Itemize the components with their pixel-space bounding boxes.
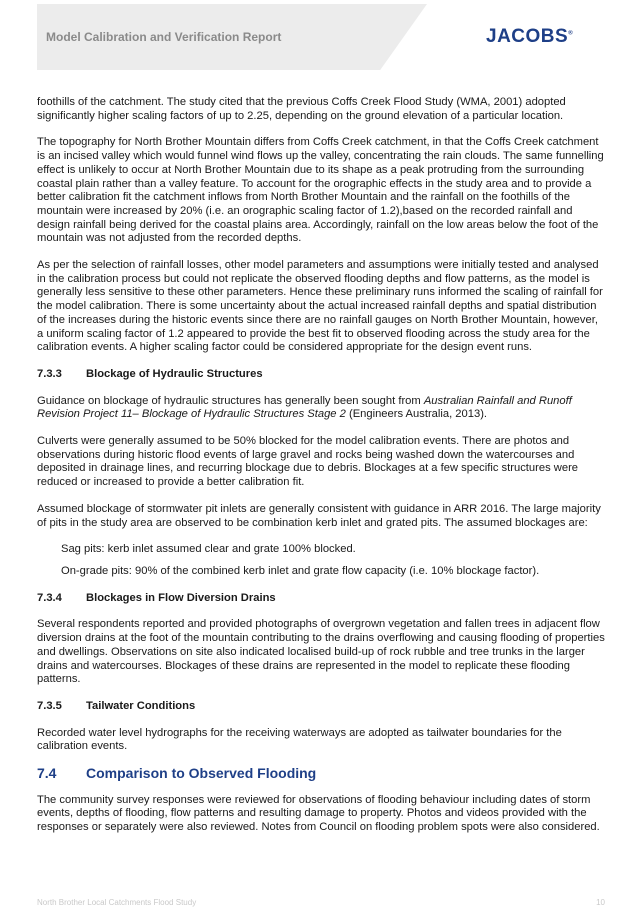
section-title: Blockages in Flow Diversion Drains (86, 591, 276, 604)
reference-title: Australian Rainfall and Runoff Revision Project 11– Blockage of Hydraulic Structures Stage 2 (37, 394, 572, 421)
paragraph: Assumed blockage of stormwater pit inlets are generally consistent with guidance in ARR 2016. The large majority of pits in the study area are observed to be combination kerb inlet and grated pits. The assumed blockages are: (37, 502, 601, 529)
jacobs-logo (486, 26, 573, 48)
section-number: 7.4 (37, 765, 57, 782)
footer-document-name: North Brother Local Catchments Flood Study (37, 898, 197, 907)
section-heading-7-3-3 (37, 368, 605, 382)
paragraph: Culverts were generally assumed to be 50% blocked for the model calibration events. There are photos and observations during historic flood events of large gravel and rocks being washed down the watercourses and deposited in drainage lines, and recurring blockage due to debris. Blockages at a few specific structures were reduced or increased to provide a better calibration fit. (37, 435, 579, 489)
paragraph: Several respondents reported and provided photographs of overgrown vegetation and fallen trees in adjacent flow diversion drains at the foot of the mountain contributing to the drains overflowing and causing flooding of properties and dwellings. Observations on site also indicated localised build-up of rock rubble and tree trunks in the larger drains and watercourses. Blockages of these drains are represented in the model to replicate these flooding patterns. (37, 618, 605, 686)
logo-text: JACOBS (486, 26, 569, 47)
paragraph: As per the selection of rainfall losses, other model parameters and assumptions were initially tested and analysed in the calibration process but could not replicate the observed flooding depths and flow patterns, as the model is generally less sensitive to these other parameters. Hence these preliminary runs informed the scaling of rainfall for the model calibration. There is some uncertainty about the actual increased rainfall depths and spatial distribution of the increases during the historic events since there are no rainfall gauges on North Brother Mountain, however, a uniform scaling factor of 1.2 appeared to provide the best fit to observed flooding across the study area for the calibration events. A higher scaling factor could be considered appropriate for the design event runs. (37, 259, 603, 354)
section-number: 7.3.5 (37, 699, 62, 712)
registered-mark: ® (568, 30, 573, 37)
list-item (37, 543, 605, 557)
paragraph-text: Guidance on blockage of hydraulic structures has generally been sought from (37, 394, 424, 407)
list-item-text: On-grade pits: 90% of the combined kerb inlet and grate flow capacity (i.e. 10% blockage factor). (61, 564, 540, 577)
list-item (37, 565, 605, 579)
section-heading-7-3-5 (37, 700, 605, 714)
bullet-icon (37, 543, 61, 557)
paragraph-text: (Engineers Australia, 2013). (345, 408, 488, 421)
bullet-icon (37, 565, 61, 579)
paragraph: The community survey responses were reviewed for observations of flooding behaviour including dates of storm events, depths of flooding, flow patterns and resulting damage to property. Photos and videos provided with the responses or separately were also reviewed. Notes from Council on flooding problem spots were also considered. (37, 793, 600, 834)
paragraph (37, 395, 605, 422)
paragraph: foothills of the catchment. The study cited that the previous Coffs Creek Flood Study (WMA, 2001) adopted significantly higher scaling factors of up to 2.25, depending on the ground elevation of a particular location. (37, 96, 566, 122)
paragraph: Recorded water level hydrographs for the receiving waterways are adopted as tailwater boundaries for the calibration events. (37, 726, 562, 753)
section-title: Tailwater Conditions (86, 699, 196, 712)
paragraph: The topography for North Brother Mountain differs from Coffs Creek catchment, in that the Coffs Creek catchment is an incised valley which would funnel wind flows up the valley, concentrating the rain clouds. The same funnelling effect is unlikely to occur at North Brother Mountain due to its shape as a peak protruding from the surrounding coastal plain rather than a valley feature. To account for the orographic effects in the study area and to provide a better calibration fit the catchment inflows from North Brother Mountain and the rainfall on the foothills of the mountain were increased by 20% (i.e. an orographic scaling factor of 1.2),based on the recorded rainfall and design rainfall being derived for the coastal plains area. Accordingly, rainfall on the low areas below the foot of the mountain was not adjusted from the recorded depths. (37, 136, 604, 245)
section-heading-7-4 (37, 767, 605, 781)
document-body (37, 96, 605, 848)
section-title: Blockage of Hydraulic Structures (86, 367, 263, 380)
report-title: Model Calibration and Verification Report (46, 30, 282, 44)
section-title: Comparison to Observed Flooding (86, 765, 317, 782)
section-number: 7.3.4 (37, 591, 62, 604)
section-heading-7-3-4 (37, 592, 605, 606)
section-number: 7.3.3 (37, 367, 62, 380)
list-item-text: Sag pits: kerb inlet assumed clear and grate 100% blocked. (61, 543, 356, 556)
page-number: 10 (596, 898, 605, 907)
